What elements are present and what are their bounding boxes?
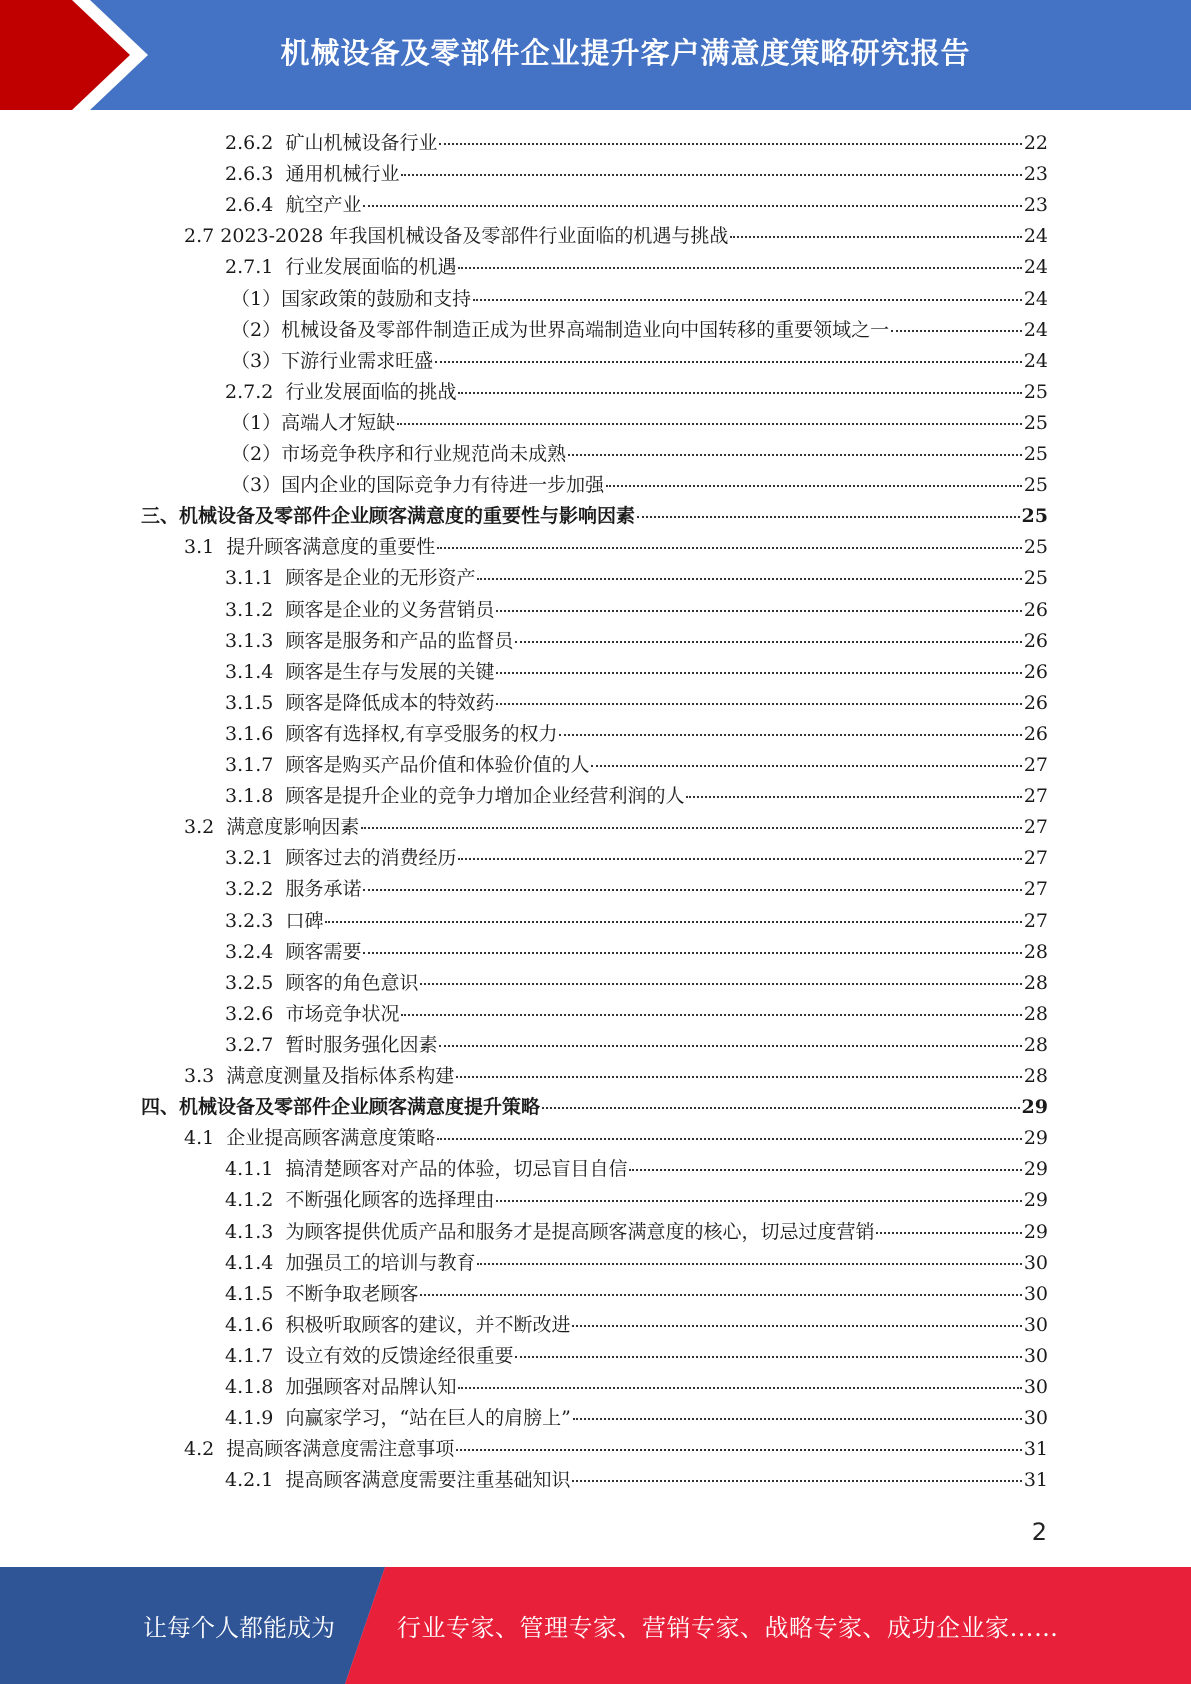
- toc-dot-leader: [477, 578, 1021, 580]
- toc-entry-page: 25: [1023, 411, 1048, 434]
- header-arrow-icon: [0, 0, 160, 110]
- toc-entry-page: 25: [1023, 443, 1048, 465]
- toc-dot-leader: [401, 174, 1021, 176]
- toc-entry[interactable]: [225, 1310, 1048, 1341]
- toc-entry-number: 2.7: [184, 225, 221, 248]
- toc-dot-leader: [435, 361, 1022, 363]
- toc-entry-number: 3.2.5: [225, 971, 286, 994]
- toc-entry-title: 航空产业: [285, 194, 362, 217]
- toc-dot-leader: [420, 1294, 1021, 1296]
- toc-entry-number: 3.2.6: [225, 1002, 286, 1025]
- toc-entry-page: 29: [1023, 1220, 1048, 1243]
- page-footer: [0, 1567, 1191, 1684]
- toc-entry[interactable]: [225, 377, 1048, 408]
- toc-dot-leader: [363, 952, 1021, 954]
- toc-entry[interactable]: [225, 1185, 1048, 1216]
- toc-entry[interactable]: [141, 501, 1048, 532]
- toc-entry-number: 2.6.2: [225, 132, 286, 154]
- toc-entry[interactable]: [231, 315, 1048, 346]
- toc-entry[interactable]: [225, 874, 1048, 905]
- toc-entry-title: 积极听取顾客的建议，并不断改进: [285, 1313, 571, 1336]
- toc-entry-title: 行业发展面临的挑战: [285, 380, 457, 403]
- toc-entry[interactable]: [225, 1217, 1048, 1248]
- toc-entry-title: 提高顾客满意度需要注重基础知识: [285, 1469, 571, 1492]
- toc-entry-title: 顾客是降低成本的特效药: [285, 691, 495, 714]
- toc-entry-number: 3.1: [184, 536, 227, 559]
- toc-entry-number: 3.2.2: [225, 878, 286, 901]
- toc-entry[interactable]: [225, 1154, 1048, 1185]
- toc-entry-title: 口碑: [285, 909, 324, 932]
- toc-entry[interactable]: [225, 1372, 1048, 1403]
- toc-entry-page: 28: [1023, 1065, 1048, 1087]
- toc-entry[interactable]: [225, 906, 1048, 937]
- toc-entry-number: 3.1.5: [225, 691, 286, 714]
- toc-entry-page: 23: [1023, 194, 1048, 217]
- toc-entry-page: 28: [1023, 1002, 1048, 1025]
- toc-entry-page: 30: [1023, 1313, 1048, 1336]
- toc-entry-number: 4.1.1: [225, 1158, 286, 1181]
- toc-entry[interactable]: [225, 657, 1048, 688]
- toc-entry-page: 29: [1023, 1158, 1048, 1181]
- toc-entry-number: 3.1.8: [225, 785, 286, 808]
- toc-entry[interactable]: [184, 1434, 1048, 1465]
- toc-dot-leader: [397, 423, 1022, 425]
- toc-dot-leader: [637, 516, 1020, 518]
- toc-entry[interactable]: [184, 812, 1048, 843]
- toc-entry-page: 26: [1023, 722, 1048, 745]
- toc-entry-title: 顾客的角色意识: [285, 971, 419, 994]
- toc-entry-number: 4.1.3: [225, 1220, 286, 1243]
- toc-entry-page: 26: [1023, 598, 1048, 621]
- toc-entry-page: 24: [1023, 256, 1048, 279]
- toc-entry-title: 市场竞争秩序和行业规范尚未成熟: [281, 443, 567, 465]
- toc-entry-number: 4.1: [184, 1127, 227, 1150]
- toc-entry[interactable]: [225, 781, 1048, 812]
- toc-entry-title: 国家政策的鼓励和支持: [281, 287, 472, 310]
- toc-entry-page: 30: [1023, 1282, 1048, 1305]
- toc-dot-leader: [730, 236, 1021, 238]
- toc-entry-number: 4.1.6: [225, 1313, 286, 1336]
- toc-entry-page: 27: [1023, 785, 1048, 808]
- toc-entry-page: 26: [1023, 660, 1048, 683]
- toc-entry-number: （2）: [231, 443, 282, 465]
- toc-entry-title: 机械设备及零部件企业顾客满意度提升策略: [179, 1096, 541, 1119]
- toc-entry-number: 3.2.4: [225, 940, 286, 963]
- toc-dot-leader: [496, 610, 1021, 612]
- toc-entry-page: 26: [1023, 691, 1048, 714]
- toc-entry-page: 29: [1023, 1189, 1048, 1212]
- toc-entry[interactable]: [225, 626, 1048, 657]
- toc-dot-leader: [456, 1449, 1022, 1451]
- toc-dot-leader: [542, 1107, 1020, 1109]
- toc-entry-page: 25: [1023, 567, 1048, 590]
- toc-entry-page: 31: [1023, 1438, 1048, 1461]
- toc-entry-number: 2.6.4: [225, 194, 286, 217]
- toc-dot-leader: [568, 454, 1022, 456]
- toc-entry-page: 30: [1023, 1344, 1048, 1367]
- report-title: 机械设备及零部件企业提升客户满意度策略研究报告: [280, 36, 971, 70]
- toc-entry-number: 4.1.4: [225, 1251, 286, 1274]
- toc-entry[interactable]: [184, 1061, 1048, 1092]
- toc-dot-leader: [361, 827, 1022, 829]
- toc-entry-page: 26: [1023, 629, 1048, 652]
- toc-entry-page: 25: [1023, 536, 1048, 559]
- toc-entry[interactable]: [141, 1092, 1048, 1123]
- toc-entry-number: 4.1.5: [225, 1282, 286, 1305]
- toc-entry-page: 24: [1023, 287, 1048, 310]
- toc-dot-leader: [572, 1480, 1021, 1482]
- toc-entry-page: 29: [1023, 1127, 1048, 1150]
- toc-entry[interactable]: [225, 595, 1048, 626]
- toc-entry[interactable]: [231, 470, 1048, 501]
- toc-entry-title: 加强员工的培训与教育: [285, 1251, 476, 1274]
- toc-entry[interactable]: [225, 252, 1048, 283]
- toc-dot-leader: [458, 267, 1021, 269]
- toc-entry-number: 3.1.7: [225, 754, 286, 776]
- toc-dot-leader: [439, 143, 1021, 145]
- toc-entry-title: 搞清楚顾客对产品的体验，切忌盲目自信: [285, 1158, 628, 1181]
- toc-dot-leader: [437, 1138, 1022, 1140]
- toc-entry-title: 下游行业需求旺盛: [281, 349, 434, 372]
- toc-entry-number: （1）: [231, 411, 282, 434]
- toc-entry-page: 30: [1023, 1251, 1048, 1274]
- toc-entry-title: 提升顾客满意度的重要性: [226, 536, 436, 559]
- toc-entry-title: 顾客是企业的无形资产: [285, 567, 476, 590]
- toc-entry-number: （3）: [231, 349, 282, 372]
- toc-entry[interactable]: [231, 284, 1048, 315]
- toc-entry-title: 暂时服务强化因素: [285, 1033, 438, 1056]
- toc-entry[interactable]: [225, 159, 1048, 190]
- toc-entry[interactable]: [225, 1279, 1048, 1310]
- toc-dot-leader: [591, 765, 1021, 767]
- toc-entry[interactable]: [231, 439, 1048, 470]
- toc-entry-title: 行业发展面临的机遇: [285, 256, 457, 279]
- toc-entry-title: 顾客是提升企业的竞争力增加企业经营利润的人: [285, 785, 685, 808]
- toc-entry-number: （3）: [231, 474, 282, 497]
- toc-entry-title: 不断争取老顾客: [285, 1282, 419, 1305]
- toc-entry-page: 24: [1023, 225, 1048, 248]
- toc-entry-number: 2.6.3: [225, 163, 286, 186]
- toc-entry-page: 25: [1023, 474, 1048, 497]
- toc-entry-page: 24: [1023, 318, 1048, 341]
- toc-entry[interactable]: [225, 1248, 1048, 1279]
- toc-entry[interactable]: [225, 190, 1048, 221]
- toc-entry[interactable]: [225, 999, 1048, 1030]
- toc-entry-page: 24: [1023, 349, 1048, 372]
- toc-entry-number: 3.1.6: [225, 722, 286, 745]
- toc-entry-title: 国内企业的国际竞争力有待进一步加强: [281, 474, 605, 497]
- toc-entry-number: 4.1.9: [225, 1407, 286, 1430]
- page-header: [0, 0, 1191, 110]
- toc-entry-title: 顾客需要: [285, 940, 362, 963]
- toc-entry-number: 4.2: [184, 1438, 227, 1461]
- toc-entry[interactable]: [184, 221, 1048, 252]
- toc-entry-title: 顾客是购买产品价值和体验价值的人: [285, 754, 590, 776]
- toc-entry-page: 27: [1023, 909, 1048, 932]
- toc-dot-leader: [477, 1263, 1021, 1265]
- toc-dot-leader: [573, 1418, 1022, 1420]
- toc-entry-title: 企业提高顾客满意度策略: [226, 1127, 436, 1150]
- toc-entry[interactable]: [225, 1030, 1048, 1061]
- toc-entry-number: 4.2.1: [225, 1469, 286, 1492]
- toc-entry-title: 顾客有选择权,有享受服务的权力: [285, 722, 558, 745]
- toc-entry-title: 高端人才短缺: [281, 411, 396, 434]
- toc-entry-title: 市场竞争状况: [285, 1002, 400, 1025]
- toc-entry[interactable]: [225, 968, 1048, 999]
- toc-entry-number: 2.7.1: [225, 256, 286, 279]
- toc-entry-number: 4.1.7: [225, 1344, 286, 1367]
- toc-dot-leader: [891, 330, 1022, 332]
- toc-entry-page: 27: [1023, 878, 1048, 901]
- toc-entry-number: 4.1.2: [225, 1189, 286, 1212]
- toc-entry[interactable]: [225, 937, 1048, 968]
- toc-dot-leader: [629, 1169, 1021, 1171]
- toc-entry-title: 2023-2028 年我国机械设备及零部件行业面临的机遇与挑战: [220, 225, 729, 248]
- toc-entry-title: 满意度影响因素: [226, 816, 360, 839]
- toc-dot-leader: [496, 1200, 1021, 1202]
- toc-entry[interactable]: [225, 688, 1048, 719]
- toc-entry-page: 27: [1023, 847, 1048, 870]
- footer-slogan-left: 让每个人都能成为: [143, 1614, 335, 1642]
- toc-entry[interactable]: [225, 719, 1048, 750]
- toc-entry-page: 30: [1023, 1376, 1048, 1398]
- toc-entry[interactable]: [184, 532, 1048, 563]
- toc-entry[interactable]: [184, 1123, 1048, 1154]
- toc-entry-title: 加强顾客对品牌认知: [285, 1376, 457, 1398]
- toc-entry-number: 3.2: [184, 816, 227, 839]
- toc-entry[interactable]: [225, 128, 1048, 159]
- toc-entry-number: （1）: [231, 287, 282, 310]
- toc-entry-number: 3.1.1: [225, 567, 286, 590]
- toc-dot-leader: [606, 485, 1022, 487]
- toc-dot-leader: [515, 641, 1021, 643]
- footer-slogan-right: 行业专家、管理专家、营销专家、战略专家、成功企业家……: [397, 1614, 1059, 1642]
- toc-dot-leader: [439, 1045, 1021, 1047]
- toc-entry[interactable]: [231, 408, 1048, 439]
- toc-dot-leader: [572, 1325, 1021, 1327]
- toc-entry-page: 25: [1023, 380, 1048, 403]
- toc-entry-number: 3.3: [184, 1065, 227, 1087]
- toc-entry-title: 满意度测量及指标体系构建: [226, 1065, 455, 1087]
- toc-entry-page: 25: [1021, 505, 1048, 528]
- toc-dot-leader: [559, 734, 1021, 736]
- toc-entry-title: 不断强化顾客的选择理由: [285, 1189, 495, 1212]
- toc-dot-leader: [437, 547, 1022, 549]
- toc-entry-number: 3.1.4: [225, 660, 286, 683]
- toc-dot-leader: [420, 983, 1021, 985]
- toc-entry-page: 29: [1021, 1096, 1048, 1119]
- toc-entry-title: 机械设备及零部件制造正成为世界高端制造业向中国转移的重要领域之一: [281, 318, 890, 341]
- toc-entry[interactable]: [225, 843, 1048, 874]
- toc-dot-leader: [473, 299, 1022, 301]
- toc-entry-page: 23: [1023, 163, 1048, 186]
- toc-entry-title: 顾客过去的消费经历: [285, 847, 457, 870]
- toc-dot-leader: [496, 703, 1021, 705]
- toc-entry-page: 31: [1023, 1469, 1048, 1492]
- toc-entry-title: 向赢家学习，“站在巨人的肩膀上”: [285, 1407, 571, 1430]
- toc-entry-title: 服务承诺: [285, 878, 362, 901]
- toc-entry-title: 设立有效的反馈途经很重要: [285, 1344, 514, 1367]
- toc-dot-leader: [515, 1356, 1021, 1358]
- toc-entry-page: 27: [1023, 816, 1048, 839]
- toc-entry-number: 3.1.2: [225, 598, 286, 621]
- toc-dot-leader: [456, 1076, 1022, 1078]
- toc-entry[interactable]: [231, 346, 1048, 377]
- toc-dot-leader: [363, 205, 1021, 207]
- toc-entry-number: 3.2.3: [225, 909, 286, 932]
- toc-dot-leader: [458, 392, 1021, 394]
- toc-entry-number: 3.2.7: [225, 1033, 286, 1056]
- toc-entry-number: 3.2.1: [225, 847, 286, 870]
- toc-entry-number: 三、: [141, 505, 180, 528]
- toc-dot-leader: [325, 921, 1021, 923]
- toc-entry[interactable]: [225, 750, 1048, 781]
- toc-dot-leader: [401, 1014, 1021, 1016]
- toc-entry-number: （2）: [231, 318, 282, 341]
- toc-entry-title: 提高顾客满意度需注意事项: [226, 1438, 455, 1461]
- toc-entry[interactable]: [225, 1403, 1048, 1434]
- toc-entry-page: 27: [1023, 754, 1048, 776]
- toc-entry-page: 30: [1023, 1407, 1048, 1430]
- toc-entry-title: 顾客是企业的义务营销员: [285, 598, 495, 621]
- toc-entry-number: 四、: [141, 1096, 180, 1119]
- toc-dot-leader: [363, 889, 1021, 891]
- toc-dot-leader: [686, 796, 1021, 798]
- toc-entry-number: 3.1.3: [225, 629, 286, 652]
- page-number: 2: [1031, 1518, 1047, 1546]
- toc-entry-title: 通用机械行业: [285, 163, 400, 186]
- toc-entry-title: 顾客是生存与发展的关键: [285, 660, 495, 683]
- toc-entry-page: 28: [1023, 1033, 1048, 1056]
- toc-entry-page: 28: [1023, 940, 1048, 963]
- toc-entry-title: 机械设备及零部件企业顾客满意度的重要性与影响因素: [179, 505, 636, 528]
- toc-entry-page: 28: [1023, 971, 1048, 994]
- toc-entry[interactable]: [225, 563, 1048, 594]
- toc-entry-title: 顾客是服务和产品的监督员: [285, 629, 514, 652]
- toc-entry-number: 4.1.8: [225, 1376, 286, 1398]
- toc-entry-page: 22: [1023, 132, 1048, 154]
- toc-entry-title: 矿山机械设备行业: [285, 132, 438, 154]
- toc-dot-leader: [458, 858, 1021, 860]
- toc-entry-title: 为顾客提供优质产品和服务才是提高顾客满意度的核心，切忌过度营销: [285, 1220, 875, 1243]
- toc-dot-leader: [458, 1387, 1021, 1389]
- toc-entry-number: 2.7.2: [225, 380, 286, 403]
- toc-entry[interactable]: [225, 1341, 1048, 1372]
- toc-dot-leader: [496, 672, 1021, 674]
- toc-entry[interactable]: [225, 1465, 1048, 1496]
- toc-dot-leader: [876, 1232, 1021, 1234]
